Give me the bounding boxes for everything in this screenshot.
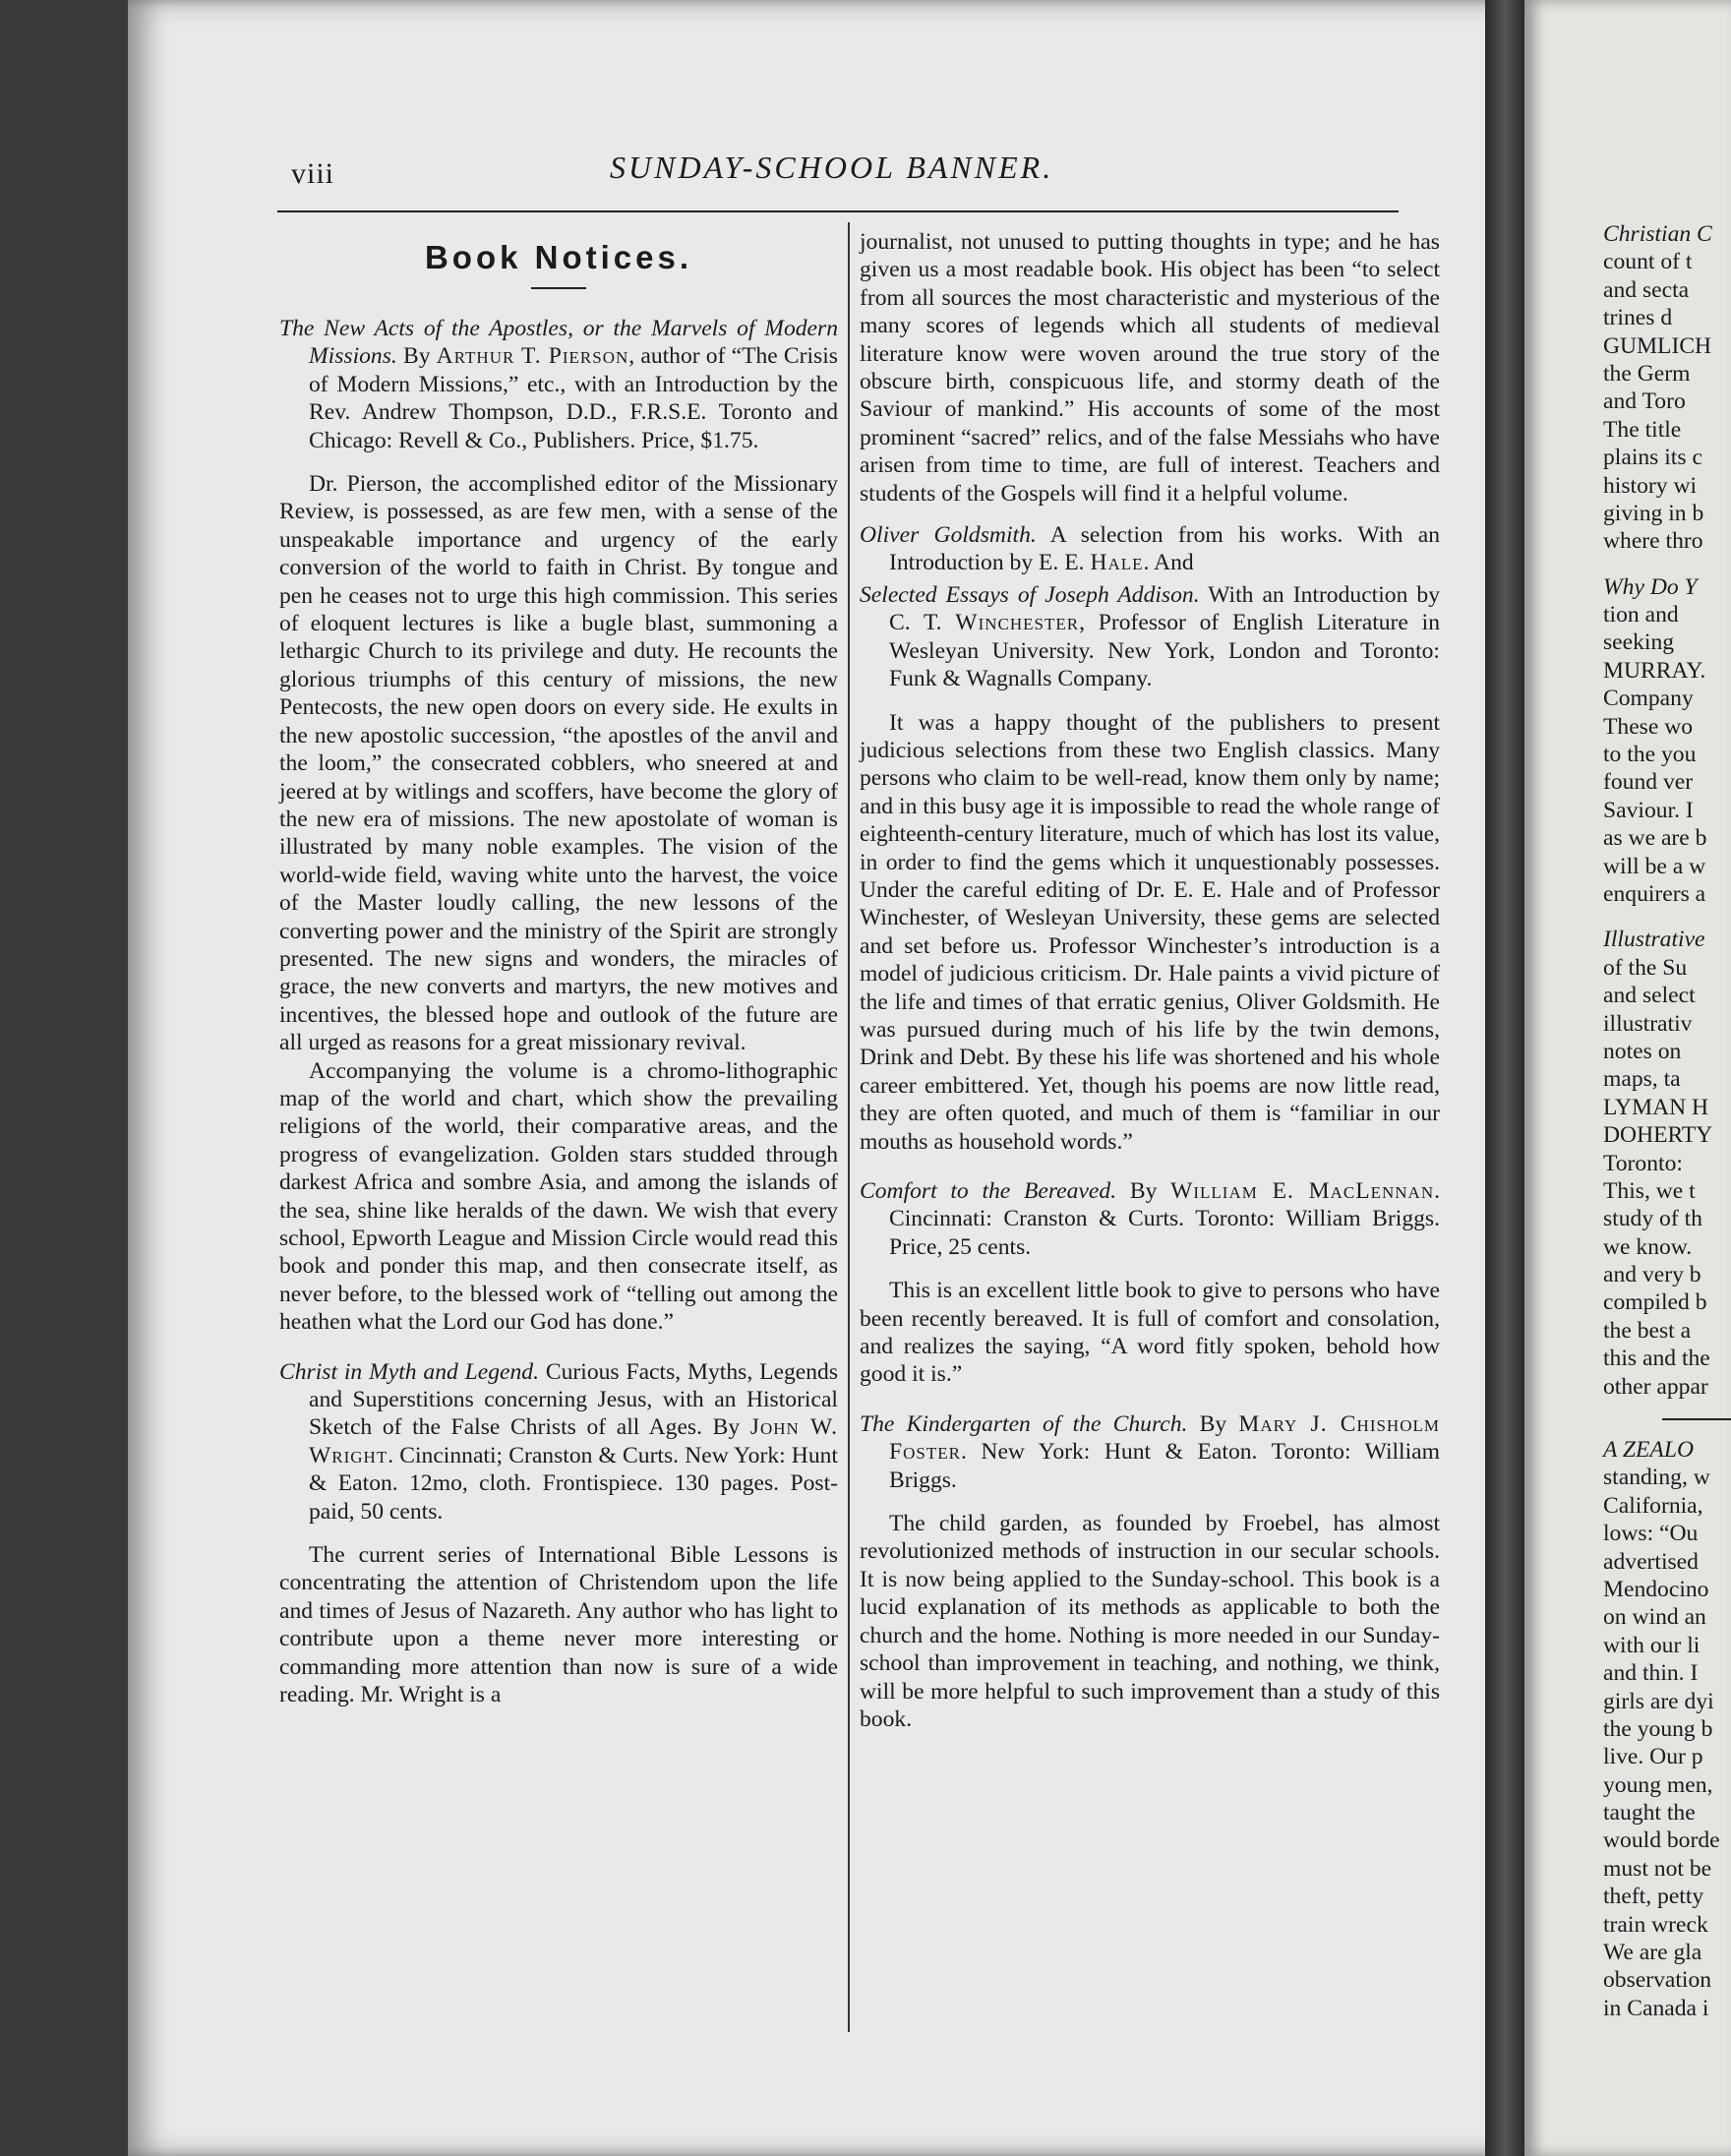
right-page-line: study of th bbox=[1603, 1206, 1702, 1232]
running-head: SUNDAY-SCHOOL BANNER. bbox=[610, 150, 1054, 185]
book-entry-new-acts: The New Acts of the Apostles, or the Marvels of Modern Missions. By Arthur T. Pierson, author of “The Crisis of Modern Missions,” etc., with an Introduction by the Rev. Andrew Thompson, D.D., F.R.S.E. Toronto and Chicago: Revell & Co., Publishers. Price, $1.75. bbox=[279, 316, 838, 453]
right-page-line: lows: “Ou bbox=[1603, 1521, 1699, 1547]
right-page-line: We are gla bbox=[1603, 1940, 1702, 1966]
right-page-line: we know. bbox=[1603, 1233, 1693, 1260]
right-page-line: The title bbox=[1603, 416, 1682, 443]
right-page-line: count of t bbox=[1603, 249, 1693, 275]
column-1 bbox=[279, 228, 838, 1709]
book-details: , Professor of English Literature in Wesleyan University. New York, London and Toronto: Funk & Wagnalls Company. bbox=[889, 610, 1440, 692]
right-page-fragment bbox=[1524, 0, 1731, 2156]
right-page-line: observation bbox=[1603, 1967, 1712, 1994]
book-entry-addison: Selected Essays of Joseph Addison. With an Introduction by C. T. Winchester, Professor of English Literature in Wesleyan University. New York, London and Toronto: Funk & Wagnalls Company. bbox=[860, 581, 1440, 692]
right-page-line: MURRAY. bbox=[1603, 657, 1706, 684]
right-page-line: maps, ta bbox=[1603, 1066, 1681, 1093]
right-page-line: compiled b bbox=[1603, 1289, 1707, 1316]
right-page-line: These wo bbox=[1603, 713, 1694, 740]
right-page-line: DOHERTY bbox=[1603, 1122, 1713, 1149]
page-number: viii bbox=[291, 157, 335, 190]
book-title: Oliver Goldsmith. bbox=[860, 522, 1037, 549]
book-entry-comfort: Comfort to the Bereaved. By William E. MacLennan. Cincinnati: Cranston & Curts. Toronto: William Briggs. Price, 25 cents. bbox=[860, 1178, 1441, 1260]
right-page-line: and select bbox=[1603, 983, 1696, 1009]
book-details: . Cincinnati; Cranston & Curts. New York: Hunt & Eaton. 12mo, cloth. Frontispiece. 130 pages. Post-paid, 50 cents. bbox=[309, 1442, 838, 1525]
right-page-line: taught the bbox=[1603, 1800, 1696, 1827]
right-page-line: LYMAN H bbox=[1603, 1094, 1709, 1120]
right-page-line: Mendocino bbox=[1603, 1576, 1709, 1602]
review-paragraph: journalist, not unused to putting thoughts in type; and he has given us a most readable book. His object has been “to select from all sources the most characteristic and mysterious of the many scores of legends which all students of medieval literature know were woven around the true story of the obscure birth, conspicuous life, and stormy death of the Saviour of mankind.” His accounts of some of the most prominent “sacred” relics, and of the false Messiahs who have arisen from time to time, are full of interest. Teachers and students of the Gospels will find it a helpful volume. bbox=[860, 229, 1440, 507]
book-details: . Cincinnati: Cranston & Curts. Toronto: William Briggs. Price, 25 cents. bbox=[889, 1178, 1441, 1260]
book-author: Arthur T. Pierson bbox=[436, 343, 629, 370]
review-paragraph: Accompanying the volume is a chromo-lithographic map of the world and chart, which show the prevailing religions of the world, their comparative areas, and the progress of evangelization. Golden stars studded through darkest Africa and sombre Asia, and among the islands of the sea, shine like heralds of the dawn. We wish that every school, Epworth League and Mission Circle would read this book and ponder this map, and then consecrate itself, as never before, to the blessed work of “telling out among the heathen what the Lord our God has done.” bbox=[279, 1057, 838, 1336]
book-title: Christ in Myth and Legend. bbox=[279, 1358, 540, 1385]
right-page-line: on wind an bbox=[1603, 1604, 1706, 1631]
right-page-line: advertised bbox=[1603, 1548, 1699, 1575]
right-page-line: Toronto: bbox=[1603, 1150, 1683, 1176]
right-page-line: of the Su bbox=[1603, 954, 1688, 981]
right-page-line: Company bbox=[1603, 686, 1694, 712]
right-page-line: GUMLICH bbox=[1603, 332, 1712, 359]
right-page-line: standing, w bbox=[1603, 1465, 1710, 1491]
right-page-line: history wi bbox=[1603, 472, 1698, 499]
title-rule bbox=[531, 287, 586, 289]
book-author: Hale bbox=[1090, 550, 1144, 576]
right-page-line: the Germ bbox=[1603, 360, 1691, 387]
right-page-line: other appar bbox=[1603, 1373, 1708, 1400]
book-entry-kindergarten: The Kindergarten of the Church. By Mary J. Chisholm Foster. New York: Hunt & Eaton. Toronto: William Briggs. bbox=[860, 1410, 1440, 1493]
right-page-line: notes on bbox=[1603, 1038, 1682, 1064]
book-author: Mary J. Chisholm Foster bbox=[889, 1410, 1440, 1466]
right-page-line: the best a bbox=[1603, 1317, 1692, 1344]
right-page-text bbox=[1603, 220, 1731, 2022]
right-page-line: will be a w bbox=[1603, 853, 1706, 879]
right-page-line: Saviour. I bbox=[1603, 797, 1694, 823]
right-page-line: and very b bbox=[1603, 1262, 1701, 1288]
right-page-line: illustrativ bbox=[1603, 1010, 1693, 1037]
right-page-line: girls are dyi bbox=[1603, 1688, 1714, 1714]
section-title: Book Notices. bbox=[424, 239, 693, 275]
book-author: John W. Wright bbox=[309, 1414, 838, 1468]
book-title: The New Acts of the Apostles, or the Marvels of Modern Missions. bbox=[279, 316, 838, 370]
book-title: Comfort to the Bereaved. bbox=[860, 1178, 1117, 1204]
book-details: , author of “The Crisis of Modern Missions,” etc., with an Introduction by the Rev. Andrew Thompson, D.D., F.R.S.E. Toronto and Chicago: Revell & Co., Publishers. Price, $1.75. bbox=[309, 343, 838, 453]
right-page-line: in Canada i bbox=[1603, 1995, 1709, 2021]
book-gutter bbox=[1485, 0, 1524, 2156]
book-author: Winchester bbox=[955, 610, 1080, 636]
column-2 bbox=[860, 228, 1440, 1733]
right-page-line: train wreck bbox=[1603, 1911, 1708, 1938]
book-entry-christ-in-myth: Christ in Myth and Legend. Curious Facts, Myths, Legends and Superstitions concerning Jesus, with an Historical Sketch of the False Christs of all Ages. By John W. Wright. Cincinnati; Cranston & Curts. New York: Hunt & Eaton. 12mo, cloth. Frontispiece. 130 pages. Post-paid, 50 cents. bbox=[279, 1358, 838, 1525]
right-page-line: to the you bbox=[1603, 742, 1697, 768]
right-page-line: Why Do Y bbox=[1603, 573, 1698, 600]
review-paragraph: This is an excellent little book to give to persons who have been recently bereaved. It is full of comfort and consolation, and realizes the saying, “A word fitly spoken, behold how good it is.” bbox=[860, 1278, 1440, 1388]
right-page-line: California, bbox=[1603, 1492, 1703, 1519]
right-page-line: plains its c bbox=[1603, 445, 1702, 471]
right-page-line: and thin. I bbox=[1603, 1660, 1699, 1687]
right-page-line: must not be bbox=[1603, 1855, 1712, 1882]
right-page-line: young men, bbox=[1603, 1771, 1713, 1798]
right-page-line: would borde bbox=[1603, 1827, 1720, 1854]
right-page-line: seeking bbox=[1603, 629, 1675, 656]
right-page-line: found ver bbox=[1603, 769, 1694, 796]
right-page-line: giving in b bbox=[1603, 500, 1704, 526]
review-paragraph: Dr. Pierson, the accomplished editor of the Missionary Review, is possessed, as are few men, with a sense of the unspeakable importance and urgency of the early conversion of the world to faith in Christ. By tongue and pen he ceases not to urge this high commission. This series of eloquent lectures is like a bugle blast, summoning a lethargic Church to its privilege and duty. He recounts the glorious triumphs of this century of missions, the new Pentecosts, the new open doors on every side. He exults in the new apostolic succession, “the apostles of the anvil and the loom,” the consecrated cobblers, who sneered at and jeered at by witlings and scoffers, have become the glory of the new era of missions. The new apostolate of woman is illustrated by many noble examples. The vision of the world-wide field, waving white unto the harvest, the voice of the Master loudly calling, the new lessons of the converting power and the ministry of the Spirit are strongly presented. The new signs and wonders, the miracles of grace, the new converts and martyrs, the new motives and incentives, the blessed hope and outlook of the future are all urged as reasons for a great missionary revival. bbox=[279, 471, 838, 1056]
book-details: . New York: Hunt & Eaton. Toronto: William Briggs. bbox=[889, 1439, 1440, 1493]
review-paragraph: The current series of International Bible Lessons is concentrating the attention of Christendom upon the life and times of Jesus of Nazareth. Any author who has light to contribute upon a theme never more interesting or commanding more attention than now is sure of a wide reading. Mr. Wright is a bbox=[279, 1542, 838, 1708]
right-page-line: as we are b bbox=[1603, 825, 1707, 852]
right-page-line: this and the bbox=[1603, 1346, 1710, 1372]
review-paragraph: It was a happy thought of the publishers to present judicious selections from these two English classics. Many persons who claim to be well-read, know them only by name; and in this busy age it is impossible to read the whole range of eighteenth-century literature, much of which has lost its value, in order to find the gems which it unquestionably possesses. Under the careful editing of Dr. E. E. Hale and of Professor Winchester, of Wesleyan University, these gems are selected and set before us. Professor Winchester’s introduction is a model of judicious criticism. Dr. Hale paints a vivid picture of the life and times of that erratic genius, Oliver Goldsmith. He was pursued during much of his life by the twin demons, Drink and Debt. By these his life was shortened and his whole career embittered. Yet, though his poems are now little read, they are often quoted, and much of them is “familiar in our mouths as household words.” bbox=[860, 709, 1440, 1155]
header-rule bbox=[277, 210, 1399, 212]
book-entry-goldsmith: Oliver Goldsmith. A selection from his works. With an Introduction by E. E. Hale. And bbox=[860, 522, 1440, 576]
right-page-line: trines d bbox=[1603, 305, 1673, 331]
right-page-line: the young b bbox=[1603, 1715, 1713, 1742]
right-page-line: A ZEALO bbox=[1603, 1437, 1694, 1464]
right-page-line: This, we t bbox=[1603, 1177, 1696, 1204]
right-page-line: Christian C bbox=[1603, 221, 1712, 247]
right-page-line: with our li bbox=[1603, 1632, 1701, 1658]
book-title: The Kindergarten of the Church. bbox=[860, 1410, 1188, 1437]
right-page-line: and secta bbox=[1603, 276, 1690, 303]
right-page-line: enquirers a bbox=[1603, 880, 1706, 907]
right-page-line: live. Our p bbox=[1603, 1744, 1703, 1770]
book-author: William E. MacLennan bbox=[1170, 1178, 1435, 1204]
right-page-line: Illustrative bbox=[1603, 927, 1705, 953]
right-page-line: where thro bbox=[1603, 528, 1703, 555]
right-page-line: and Toro bbox=[1603, 389, 1686, 415]
column-divider bbox=[848, 222, 850, 2032]
review-paragraph: The child garden, as founded by Froebel, has almost revolutionized methods of instruction in our secular schools. It is now being applied to the Sunday-school. This book is a lucid explanation of its methods as applicable to both the church and the home. Nothing is more needed in our Sunday-school than improvement in teaching, and nothing, we think, will be more helpful to such improvement than a study of this book. bbox=[860, 1511, 1440, 1732]
right-page-line: theft, petty bbox=[1603, 1884, 1704, 1910]
right-page-line: tion and bbox=[1603, 602, 1679, 629]
book-title: Selected Essays of Joseph Addison. bbox=[860, 581, 1200, 608]
